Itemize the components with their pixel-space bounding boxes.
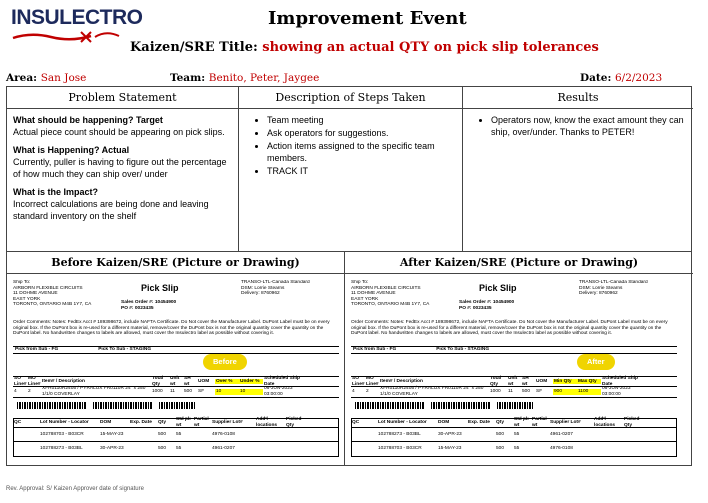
addl-header: Add'l locations bbox=[594, 417, 616, 428]
qc-std: 55 bbox=[514, 431, 520, 437]
partial-header: Partial wt bbox=[532, 417, 547, 428]
dom-header: DOM bbox=[100, 420, 112, 426]
logo-swoosh-icon bbox=[11, 30, 121, 44]
sales-order-block bbox=[459, 300, 514, 311]
delivery: Delivery: 8760962 bbox=[579, 291, 618, 297]
qc-qty: 500 bbox=[158, 431, 167, 437]
lot-header: Lot Number - Locator bbox=[378, 420, 427, 426]
uom-value: SF bbox=[198, 389, 205, 395]
over-header: Over % bbox=[215, 379, 239, 385]
mo-value: 2 bbox=[366, 389, 369, 395]
sh-value: 500 bbox=[184, 389, 193, 395]
carrier-block bbox=[579, 280, 677, 297]
exp-header: Exp. Date bbox=[130, 420, 152, 426]
before-panel bbox=[7, 252, 345, 465]
total-value: 1000 bbox=[152, 389, 163, 395]
kaizen-title-value: showing an actual QTY on pick slip tolerances bbox=[262, 40, 599, 55]
pick-from-bar bbox=[351, 346, 677, 354]
target-answer: Actual piece count should be appearing on pick slips. bbox=[13, 127, 225, 137]
qc-header: QC bbox=[14, 420, 22, 426]
item-value: XFR0110R2405 / PYRALUX FR0110R 24" x 250' 1/1/0 COVERLAY bbox=[380, 386, 485, 397]
before-after-table bbox=[6, 252, 692, 466]
date-info bbox=[580, 72, 662, 84]
actual-answer: Currently, puller is having to figure out the percentage of how much they can ship over/ under bbox=[13, 157, 227, 179]
qc-dom: 15-MAY-23 bbox=[100, 431, 124, 437]
ship-name: AIRBORN FLEXIBLE CIRCUITS bbox=[351, 285, 421, 291]
qty-header: Qty bbox=[496, 420, 504, 426]
sh-value: 500 bbox=[522, 389, 531, 395]
qc-dom: 30-APR-23 bbox=[438, 431, 462, 437]
carrier-block bbox=[241, 280, 339, 297]
barcode-icon bbox=[159, 402, 195, 409]
max-qty-header: Max Qty bbox=[577, 379, 601, 385]
qc-header: QC bbox=[352, 420, 360, 426]
problem-statement-column bbox=[7, 87, 239, 251]
actual-question: What is Happening? Actual bbox=[13, 145, 130, 155]
barcode-icon bbox=[355, 402, 425, 409]
order-comments: Order Comments: Notes: FedEx Acct # 189398672, include NAFTA Certificate. Do Not cover the Manufacturer Label. DuPont Label must be on every original box. If the DuPont box is re-used for a different material, remove/cover the DuPont box is not the original quantity cover the quantity on the DuPont label. No handwritten changes to labels are allowed, must cover the Insulectro label as possible without covering it. bbox=[13, 320, 330, 337]
steps-body bbox=[239, 109, 462, 183]
qc-supplier-lot: 4961-0207 bbox=[212, 446, 235, 452]
before-header: Before Kaizen/SRE (Picture or Drawing) bbox=[7, 252, 344, 274]
uom-header: UOM bbox=[536, 378, 548, 384]
barcode-icon bbox=[431, 402, 491, 409]
before-callout: Before bbox=[203, 354, 247, 370]
qc-supplier-lot: 4976-0108 bbox=[550, 446, 573, 452]
picked-header: Picked Qty bbox=[624, 417, 640, 428]
problem-statement-header: Problem Statement bbox=[7, 87, 238, 109]
min-qty-value: 900 bbox=[553, 389, 577, 395]
qc-lot: 102788273 - B03BL bbox=[40, 446, 83, 452]
results-body bbox=[463, 109, 693, 144]
results-header: Results bbox=[463, 87, 693, 109]
qc-table bbox=[351, 418, 677, 457]
supplier-header: Supplier Lot# bbox=[550, 420, 581, 426]
impact-answer: Incorrect calculations are being done and leaving standard inventory on the shelf bbox=[13, 199, 209, 221]
steps-list-item: • TRACK IT bbox=[267, 165, 456, 177]
kaizen-title bbox=[130, 40, 599, 55]
qc-qty: 500 bbox=[496, 446, 505, 452]
unit-value: 11 bbox=[508, 389, 513, 395]
qc-qty: 500 bbox=[158, 446, 167, 452]
so-header: SO Line# bbox=[352, 375, 365, 387]
qty-header: Qty bbox=[158, 420, 166, 426]
kaizen-title-label: Kaizen/SRE Title: bbox=[130, 40, 258, 55]
area-value: San Jose bbox=[40, 72, 87, 84]
unit-value: 11 bbox=[170, 389, 175, 395]
ship-address-line: 11 DOHME AVENUE bbox=[13, 291, 58, 297]
exp-header: Exp. Date bbox=[468, 420, 490, 426]
date-label: Date: bbox=[580, 72, 612, 84]
ship-to-block bbox=[351, 280, 461, 308]
after-panel bbox=[345, 252, 693, 465]
under-value: 10 bbox=[239, 389, 263, 395]
team-label: Team: bbox=[170, 72, 206, 84]
qc-lot: 102788703 - B03CR bbox=[40, 431, 84, 437]
ship-to-label: Ship To: bbox=[351, 280, 369, 285]
barcode-icon bbox=[497, 402, 533, 409]
team-info bbox=[170, 72, 319, 84]
po-number: PO #: 0023435 bbox=[459, 305, 492, 311]
logo-text: INSULECTRO bbox=[11, 6, 143, 29]
max-qty-value: 1100 bbox=[577, 389, 601, 395]
item-value: XFR0110R2405 / PYRALUX FR0110R 24" x 250' 1/1/0 COVERLAY bbox=[42, 386, 147, 397]
pick-from: Pick from Sub - FG bbox=[15, 347, 59, 353]
after-header: After Kaizen/SRE (Picture or Drawing) bbox=[345, 252, 693, 274]
under-header: Under % bbox=[239, 379, 263, 385]
target-question: What should be happening? Target bbox=[13, 115, 163, 125]
steps-list-item: • Team meeting bbox=[267, 114, 456, 126]
ship-name: AIRBORN FLEXIBLE CIRCUITS bbox=[13, 285, 83, 291]
qc-row bbox=[14, 442, 338, 456]
steps-column bbox=[239, 87, 463, 251]
delivery: Delivery: 8760962 bbox=[241, 291, 280, 297]
po-number: PO #: 0023435 bbox=[121, 305, 154, 311]
insulectro-logo bbox=[11, 6, 143, 42]
qc-row bbox=[352, 442, 676, 456]
ship-address-line: TORONTO, ONTARIO M4B 1Y7, CA bbox=[351, 302, 430, 308]
ship-address-line: EAST YORK bbox=[13, 296, 41, 302]
pick-from-bar bbox=[13, 346, 339, 354]
pick-to: Pick To Sub - STAGING bbox=[98, 347, 152, 353]
pick-to: Pick To Sub - STAGING bbox=[436, 347, 490, 353]
qc-lot: 102788273 - B03BL bbox=[378, 431, 421, 437]
so-header: SO Line# bbox=[14, 375, 27, 387]
line-grid bbox=[351, 376, 677, 398]
mo-value: 2 bbox=[28, 389, 31, 395]
std-header: Std pk wt bbox=[176, 417, 191, 428]
sched-value: 06-JUN-2023 03:00:00 bbox=[602, 386, 631, 397]
barcode-icon bbox=[17, 402, 87, 409]
after-callout: After bbox=[577, 354, 615, 370]
before-pick-slip bbox=[13, 280, 339, 460]
uom-value: SF bbox=[536, 389, 543, 395]
qc-supplier-lot: 4976-0108 bbox=[212, 431, 235, 437]
sh-header: SH wt bbox=[184, 375, 191, 387]
impact-question: What is the Impact? bbox=[13, 187, 99, 197]
qc-header-row bbox=[14, 419, 338, 428]
so-value: 4 bbox=[352, 389, 355, 395]
so-value: 4 bbox=[14, 389, 17, 395]
qc-qty: 500 bbox=[496, 431, 505, 437]
carrier: TRANSO-LTL-Canada Standard bbox=[241, 280, 310, 285]
steps-header: Description of Steps Taken bbox=[239, 87, 462, 109]
item-header: Item# / Description bbox=[42, 378, 85, 384]
results-column bbox=[463, 87, 693, 251]
partial-header: Partial wt bbox=[194, 417, 209, 428]
qc-std: 55 bbox=[176, 431, 182, 437]
qc-dom: 30-APR-23 bbox=[100, 446, 124, 452]
steps-list-item: • Action items assigned to the specific team members. bbox=[267, 140, 456, 164]
item-header: Item# / Description bbox=[380, 378, 423, 384]
dom-header: DOM bbox=[438, 420, 450, 426]
sched-header: Scheduled Ship Date bbox=[602, 375, 638, 387]
results-list bbox=[475, 114, 687, 138]
area-info bbox=[6, 72, 86, 84]
results-list-item: • Operators now, know the exact amount they can ship, over/under. Thanks to PETER! bbox=[491, 114, 687, 138]
sales-order: Sales Order #: 10454900 bbox=[459, 300, 515, 305]
sh-header: SH wt bbox=[522, 375, 529, 387]
line-grid bbox=[13, 376, 339, 398]
footer-note: Rev. Approval: S/ Kaizen Approver date of signature bbox=[6, 486, 144, 492]
pick-from: Pick from Sub - FG bbox=[353, 347, 397, 353]
supplier-header: Supplier Lot# bbox=[212, 420, 243, 426]
steps-list-item: • Ask operators for suggestions. bbox=[267, 127, 456, 139]
ship-address-line: EAST YORK bbox=[351, 296, 379, 302]
steps-list bbox=[251, 114, 456, 177]
addl-header: Add'l locations bbox=[256, 417, 278, 428]
order-comments: Order Comments: Notes: FedEx Acct # 189398672, include NAFTA Certificate. Do Not cover the Manufacturer Label. DuPont Label must be on every original box. If the DuPont box is re-used for a different material, remove/cover the DuPont box is not the original quantity cover the quantity on the DuPont label. No handwritten changes to labels are allowed, must cover the Insulectro label as possible without covering it. bbox=[351, 320, 668, 337]
ship-to-label: Ship To: bbox=[13, 280, 31, 285]
unit-header: Unit wt bbox=[170, 375, 180, 387]
qc-supplier-lot: 4961-0207 bbox=[550, 431, 573, 437]
total-value: 1000 bbox=[490, 389, 501, 395]
sched-header: Scheduled Ship Date bbox=[264, 375, 300, 387]
qc-lot: 102788703 - B03CR bbox=[378, 446, 422, 452]
total-header: Total Qty bbox=[490, 375, 502, 387]
barcode-icon bbox=[93, 402, 153, 409]
sales-order: Sales Order #: 10454900 bbox=[121, 300, 177, 305]
uom-header: UOM bbox=[198, 378, 210, 384]
sales-order-block bbox=[121, 300, 176, 311]
qc-std: 55 bbox=[514, 446, 520, 452]
date-value: 6/2/2023 bbox=[614, 72, 663, 84]
qc-std: 55 bbox=[176, 446, 182, 452]
summary-table bbox=[6, 86, 692, 252]
qc-dom: 15-MAY-23 bbox=[438, 446, 462, 452]
qc-table bbox=[13, 418, 339, 457]
over-value: 10 bbox=[215, 389, 239, 395]
std-header: Std pk wt bbox=[514, 417, 529, 428]
pick-slip-title: Pick Slip bbox=[141, 283, 179, 293]
page-title: Improvement Event bbox=[268, 8, 467, 29]
total-header: Total Qty bbox=[152, 375, 164, 387]
lot-header: Lot Number - Locator bbox=[40, 420, 89, 426]
grid-data-row bbox=[13, 387, 339, 397]
unit-header: Unit wt bbox=[508, 375, 518, 387]
ship-address-line: TORONTO, ONTARIO M4B 1Y7, CA bbox=[13, 302, 92, 308]
min-qty-header: Min Qty bbox=[553, 379, 577, 385]
mo-header: MO Line# bbox=[28, 375, 41, 387]
ship-to-block bbox=[13, 280, 123, 308]
mo-header: MO Line# bbox=[366, 375, 379, 387]
team-value: Benito, Peter, Jaygee bbox=[208, 72, 320, 84]
problem-statement-body bbox=[7, 109, 238, 227]
pick-slip-title: Pick Slip bbox=[479, 283, 517, 293]
qc-row bbox=[352, 428, 676, 442]
qc-header-row bbox=[352, 419, 676, 428]
picked-header: Picked Qty bbox=[286, 417, 302, 428]
carrier: TRANSO-LTL-Canada Standard bbox=[579, 280, 648, 285]
area-label: Area: bbox=[6, 72, 38, 84]
dsm: DSM: Lorrie Stearns bbox=[579, 285, 623, 291]
ship-address-line: 11 DOHME AVENUE bbox=[351, 291, 396, 297]
qc-row bbox=[14, 428, 338, 442]
grid-data-row bbox=[351, 387, 677, 397]
after-pick-slip bbox=[351, 280, 677, 460]
sched-value: 06-JUN-2023 03:00:00 bbox=[264, 386, 293, 397]
dsm: DSM: Lorrie Stearns bbox=[241, 285, 285, 291]
